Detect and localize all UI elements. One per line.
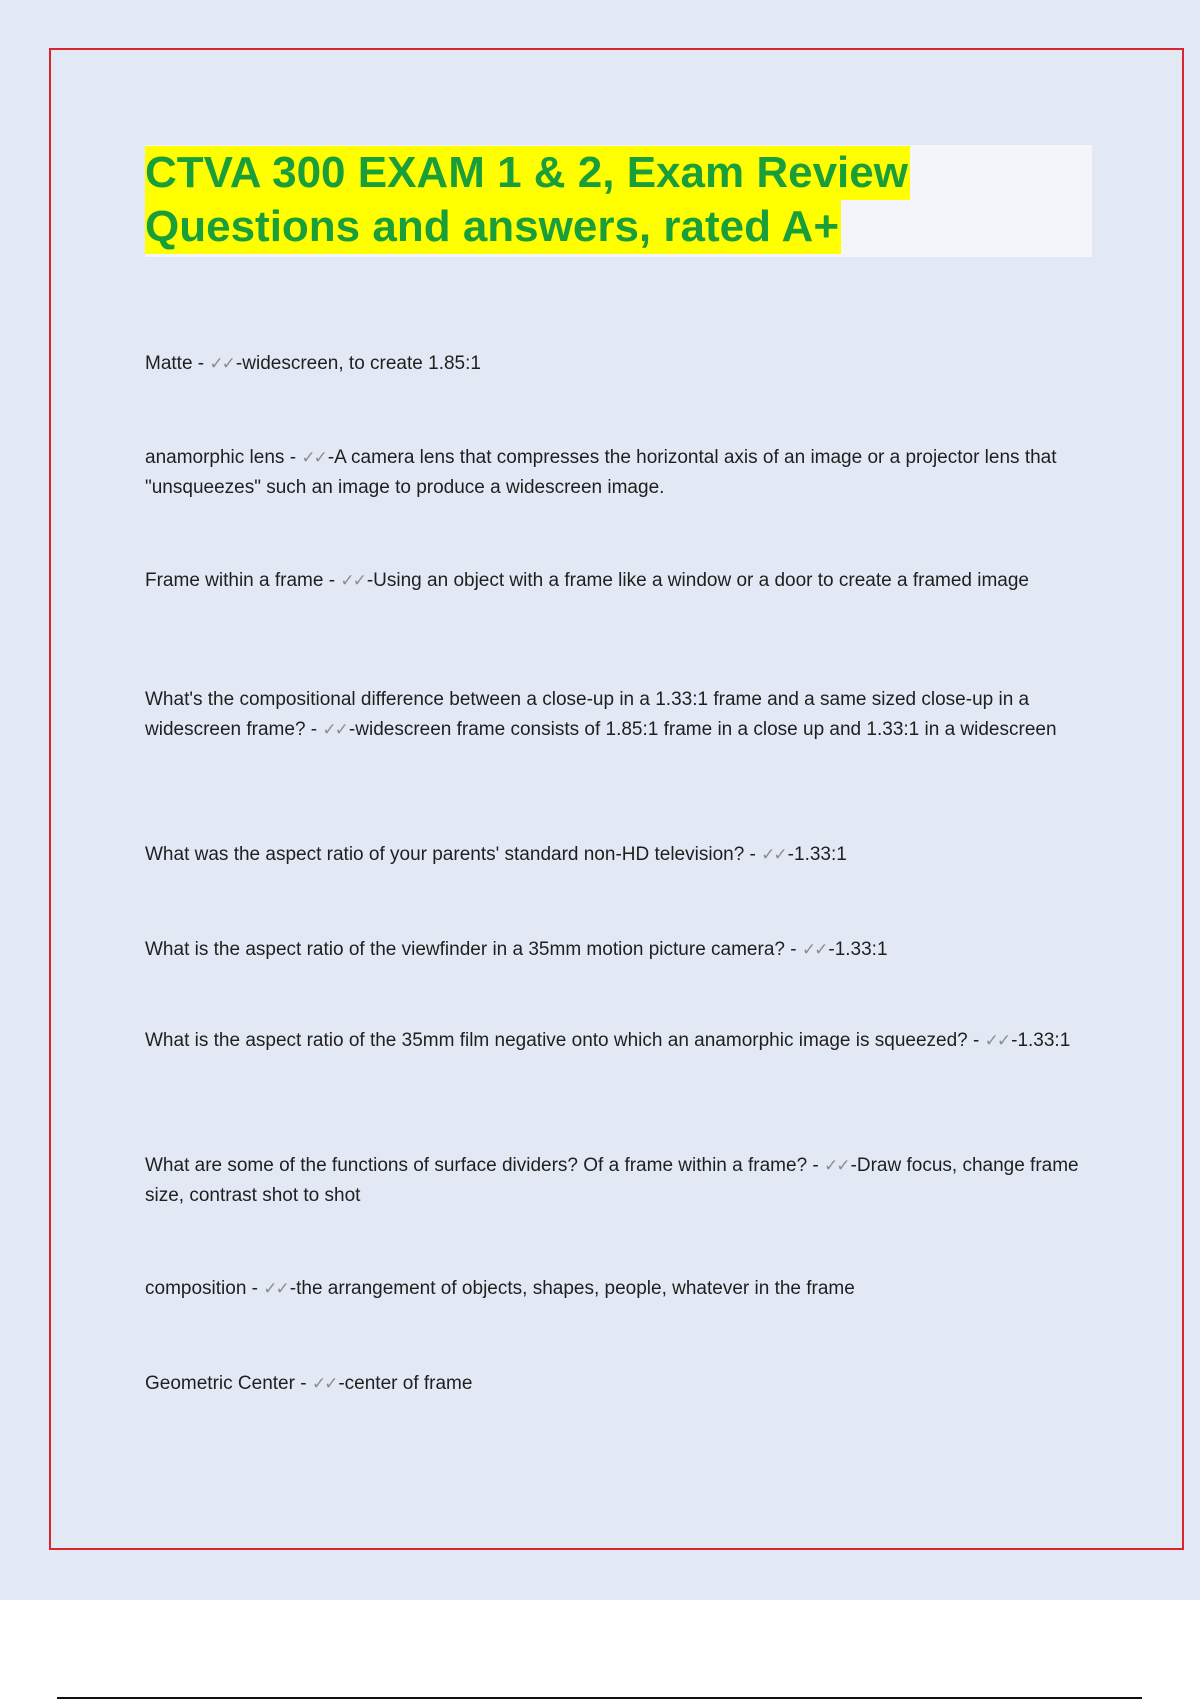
- qa-term: What's the compositional difference between a close-up in a 1.33:1 frame and a same sized close-up in a widescreen frame?: [145, 689, 1030, 740]
- qa-item: Matte - ✓✓ -widescreen, to create 1.85:1: [145, 353, 481, 374]
- document-title-line-1: CTVA 300 EXAM 1 & 2, Exam Review: [145, 146, 910, 200]
- qa-term: What is the aspect ratio of the viewfinder in a 35mm motion picture camera?: [145, 939, 785, 960]
- double-check-icon: ✓✓: [322, 720, 347, 740]
- qa-answer: 1.33:1: [794, 844, 847, 865]
- qa-answer: Using an object with a frame like a window or a door to create a framed image: [373, 570, 1029, 591]
- qa-answer: Draw focus, change frame size, contrast shot to shot: [145, 1155, 1079, 1206]
- qa-term: What is the aspect ratio of the 35mm film negative onto which an anamorphic image is squeezed?: [145, 1030, 968, 1051]
- qa-answer: 1.33:1: [1017, 1030, 1071, 1051]
- qa-item: What is the aspect ratio of the viewfinder in a 35mm motion picture camera? - ✓✓ -1.33:1: [145, 939, 888, 960]
- qa-item: What are some of the functions of surface dividers? Of a frame within a frame? - ✓✓ -Draw focus, change frame size, contrast shot to shot: [145, 1155, 1079, 1206]
- qa-answer: widescreen frame consists of 1.85:1 frame in a close up and 1.33:1 in a widescreen: [355, 719, 1057, 740]
- qa-term: Matte: [145, 353, 193, 374]
- qa-item: What was the aspect ratio of your parents' standard non-HD television? - ✓✓ -1.33:1: [145, 844, 847, 865]
- double-check-icon: ✓✓: [340, 571, 365, 591]
- qa-term: anamorphic lens: [145, 447, 285, 468]
- page-border-frame: [49, 48, 1184, 1550]
- double-check-icon: ✓✓: [311, 1374, 337, 1394]
- qa-item: composition - ✓✓ -the arrangement of objects, shapes, people, whatever in the frame: [145, 1278, 855, 1299]
- qa-term: Frame within a frame: [145, 570, 324, 591]
- qa-answer: the arrangement of objects, shapes, people, whatever in the frame: [296, 1278, 855, 1299]
- document-title-line-2: Questions and answers, rated A+: [145, 200, 841, 254]
- qa-item: Geometric Center - ✓✓ -center of frame: [145, 1373, 473, 1394]
- qa-item: What's the compositional difference between a close-up in a 1.33:1 frame and a same sized close-up in a widescreen frame? - ✓✓ -widescreen frame consists of 1.85:1 frame in a close up and 1.33:1 in a widescreen: [145, 689, 1057, 740]
- double-check-icon: ✓✓: [263, 1279, 288, 1299]
- qa-item: Frame within a frame - ✓✓ -Using an object with a frame like a window or a door to create a framed image: [145, 570, 1029, 591]
- qa-term: Geometric Center: [145, 1373, 295, 1394]
- double-check-icon: ✓✓: [801, 940, 827, 960]
- qa-answer: widescreen, to create 1.85:1: [242, 353, 481, 374]
- double-check-icon: ✓✓: [824, 1156, 849, 1176]
- qa-item: What is the aspect ratio of the 35mm film negative onto which an anamorphic image is squeezed? - ✓✓ -1.33:1: [145, 1030, 1071, 1051]
- qa-term: What was the aspect ratio of your parents' standard non-HD television?: [145, 844, 745, 865]
- double-check-icon: ✓✓: [761, 845, 786, 865]
- qa-answer: 1.33:1: [834, 939, 888, 960]
- double-check-icon: ✓✓: [209, 354, 234, 374]
- qa-term: What are some of the functions of surface dividers? Of a frame within a frame?: [145, 1155, 808, 1176]
- double-check-icon: ✓✓: [984, 1031, 1010, 1051]
- qa-answer: center of frame: [344, 1373, 473, 1394]
- qa-item: anamorphic lens - ✓✓ -A camera lens that compresses the horizontal axis of an image or a projector lens that "unsqueezes" such an image to produce a widescreen image.: [145, 447, 1057, 498]
- footer-divider-line: [57, 1697, 1142, 1699]
- qa-answer: A camera lens that compresses the horizontal axis of an image or a projector lens that "unsqueezes" such an image to produce a widescreen image.: [145, 447, 1057, 498]
- double-check-icon: ✓✓: [301, 448, 326, 468]
- qa-term: composition: [145, 1278, 247, 1299]
